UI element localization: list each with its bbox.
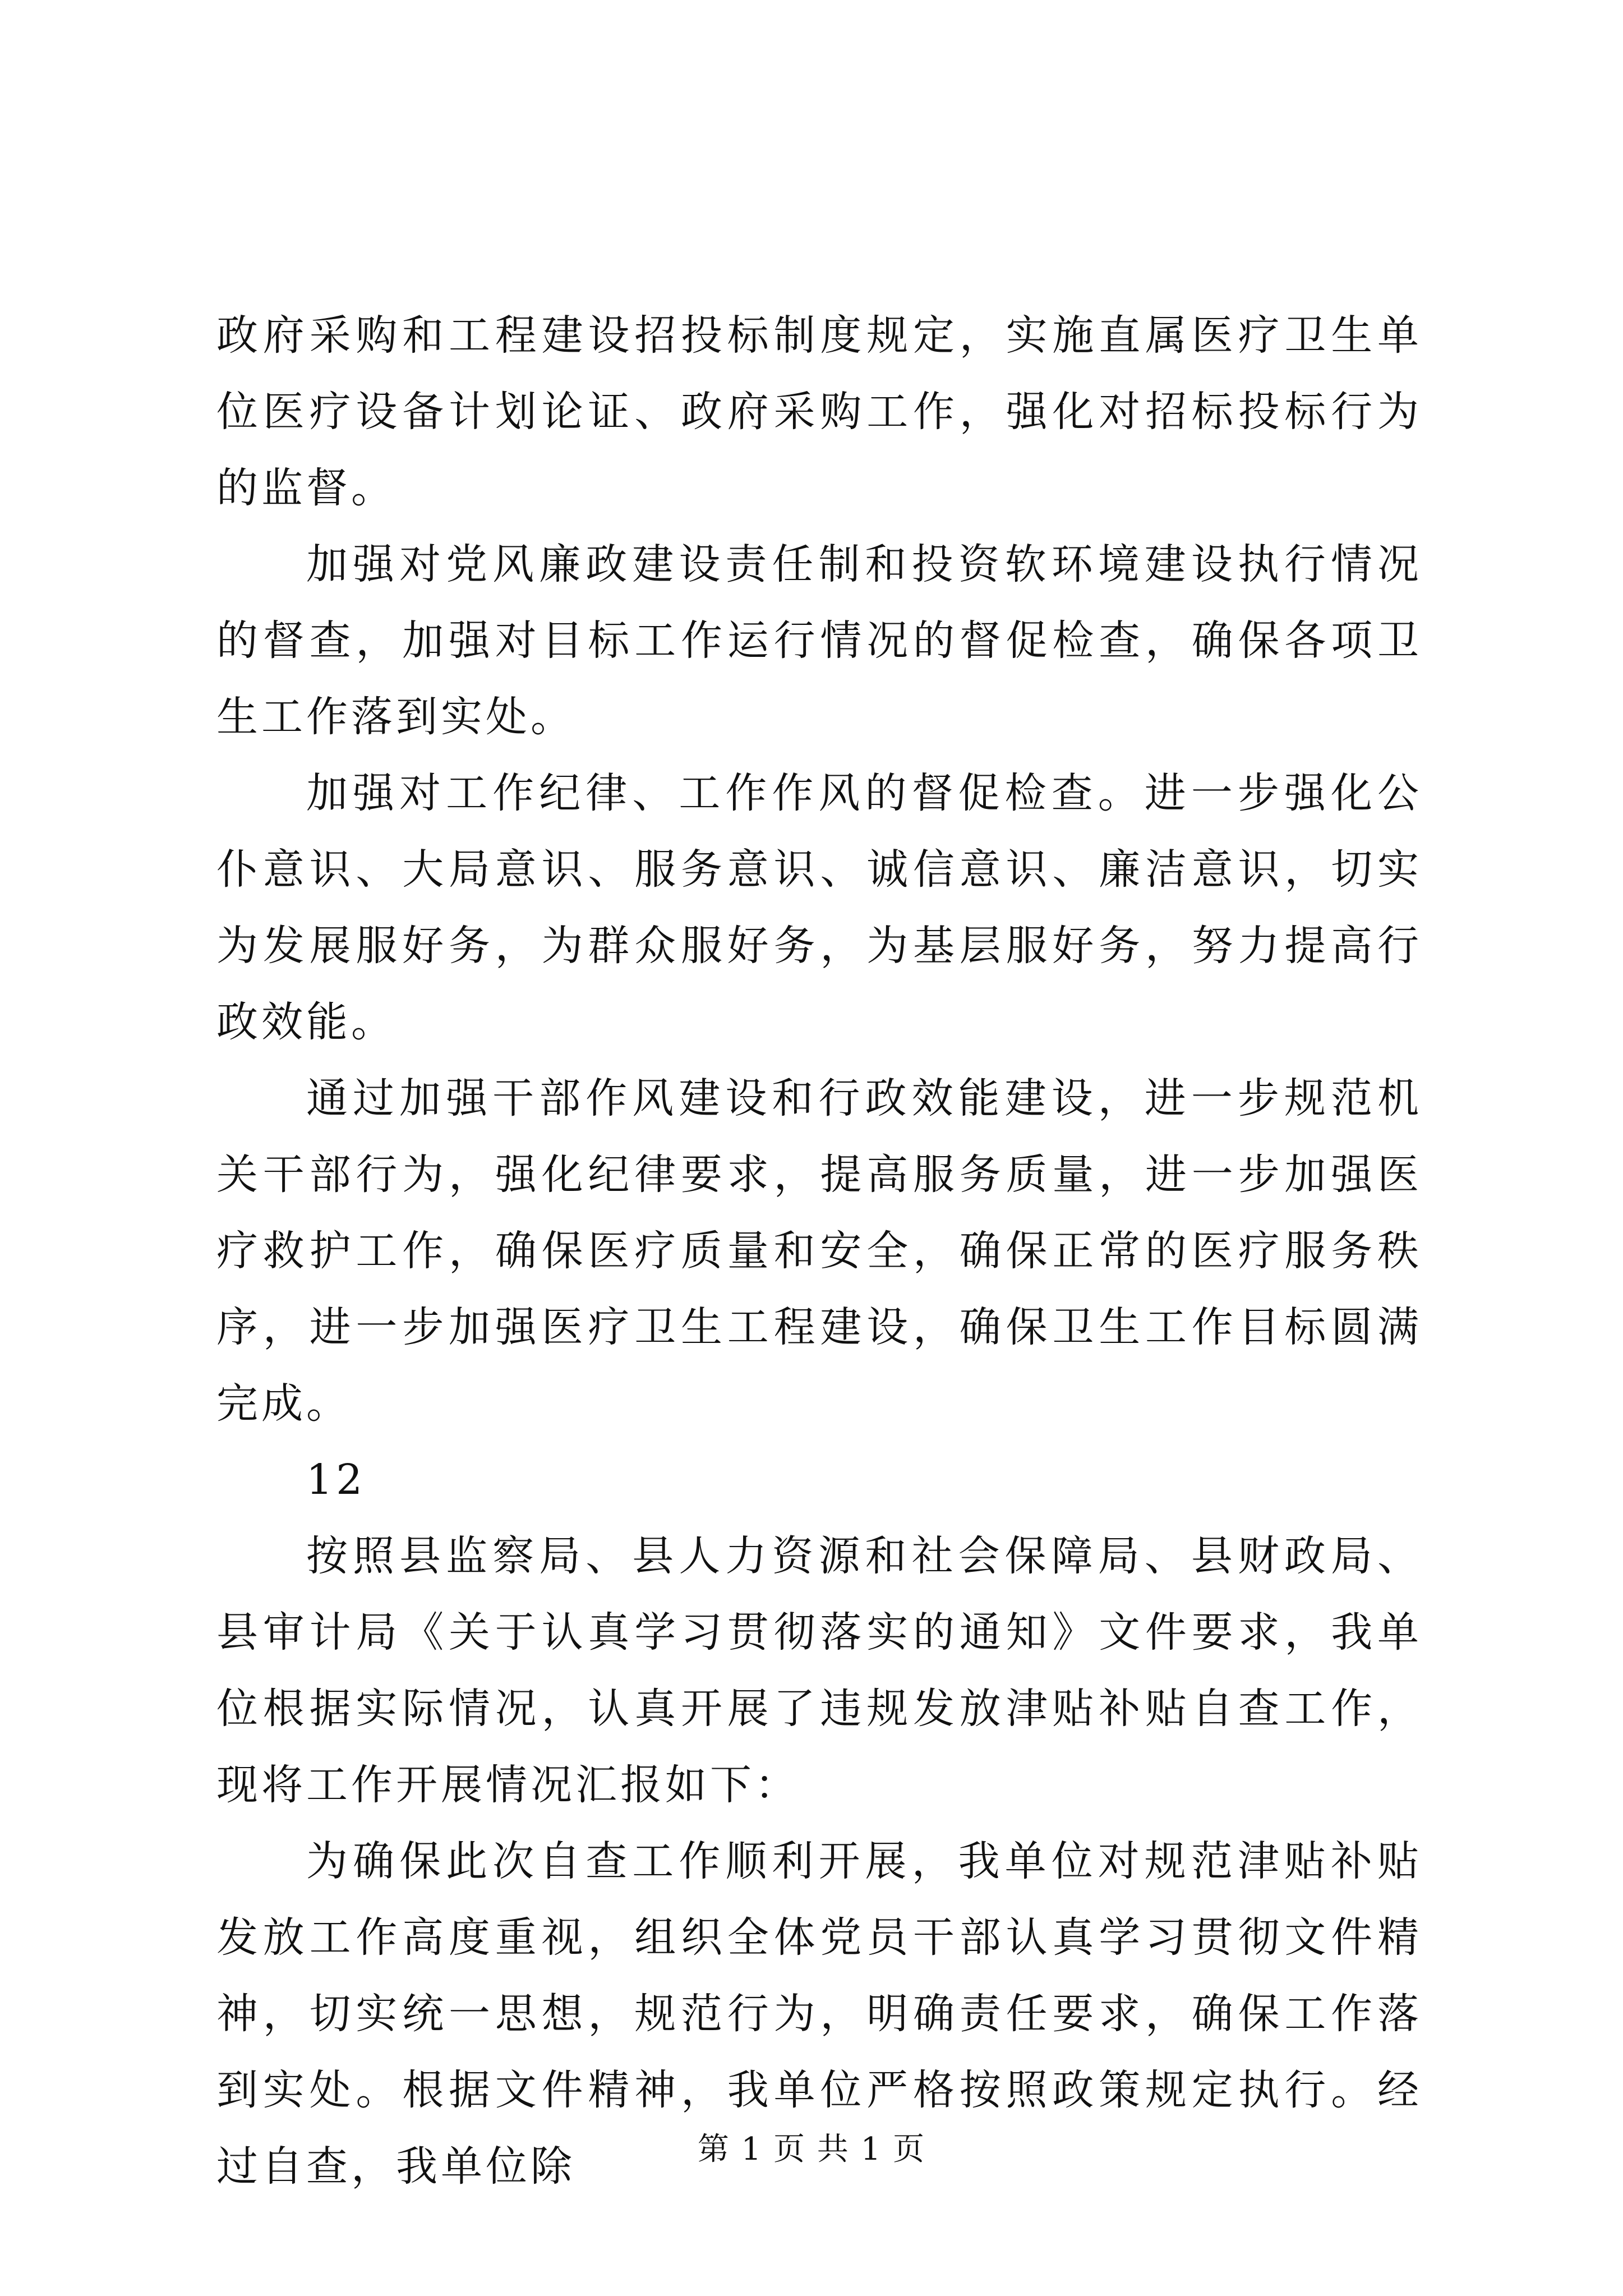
- document-body: [216, 297, 1422, 2205]
- paragraph-4: 通过加强干部作风建设和行政效能建设，进一步规范机关干部行为，强化纪律要求，提高服务质量，进一步加强医疗救护工作，确保医疗质量和安全，确保正常的医疗服务秩序，进一步加强医疗卫生工程建设，确保卫生工作目标圆满完成。: [216, 1074, 1422, 1428]
- paragraph-1: 政府采购和工程建设招投标制度规定，实施直属医疗卫生单位医疗设备计划论证、政府采购工作，强化对招标投标行为的监督。: [216, 311, 1422, 512]
- section-number: 12: [306, 1456, 366, 1504]
- paragraph-2: 加强对党风廉政建设责任制和投资软环境建设执行情况的督查，加强对目标工作运行情况的督促检查，确保各项卫生工作落到实处。: [216, 540, 1422, 741]
- paragraph-6: 为确保此次自查工作顺利开展，我单位对规范津贴补贴发放工作高度重视，组织全体党员干部认真学习贯彻文件精神，切实统一思想，规范行为，明确责任要求，确保工作落到实处。根据文件精神，我单位严格按照政策规定执行。经过自查，我单位除: [216, 1837, 1422, 2191]
- page-footer: 第 1 页 共 1 页: [697, 2131, 926, 2168]
- paragraph-3: 加强对工作纪律、工作作风的督促检查。进一步强化公仆意识、大局意识、服务意识、诚信意识、廉洁意识，切实为发展服好务，为群众服好务，为基层服好务，努力提高行政效能。: [216, 769, 1422, 1046]
- paragraph-5: 按照县监察局、县人力资源和社会保障局、县财政局、县审计局《关于认真学习贯彻落实的通知》文件要求，我单位根据实际情况，认真开展了违规发放津贴补贴自查工作，现将工作开展情况汇报如下：: [216, 1532, 1422, 1809]
